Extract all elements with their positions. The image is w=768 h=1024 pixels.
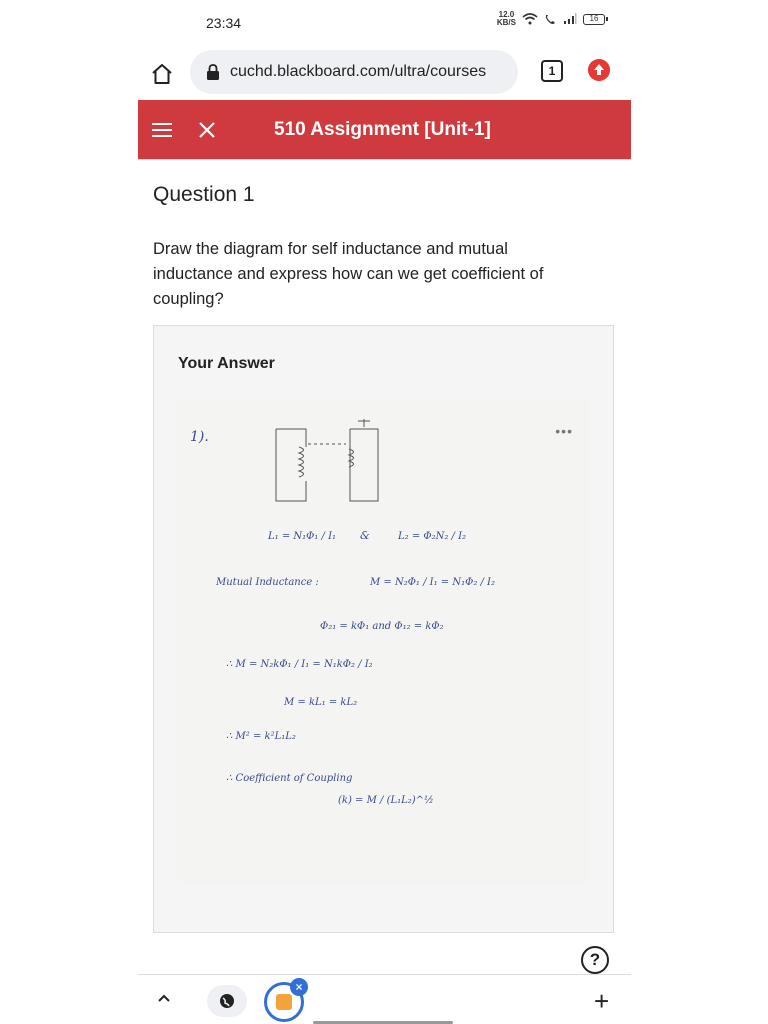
equation-m-squared: ∴ M² = k²L₁L₂ <box>226 731 296 742</box>
help-icon[interactable]: ? <box>581 946 609 974</box>
equation-m-k: ∴ M = N₂kΦ₁ / I₁ = N₁kΦ₂ / I₂ <box>226 659 373 670</box>
question-title: Question 1 <box>153 183 255 206</box>
upload-icon[interactable] <box>588 59 610 81</box>
plus-icon[interactable]: + <box>594 986 610 1016</box>
page-title: 510 Assignment [Unit-1] <box>274 119 491 140</box>
coupling-label: ∴ Coefficient of Coupling <box>226 773 353 784</box>
globe-icon <box>207 985 247 1017</box>
lock-icon <box>206 64 220 80</box>
app-icon-inner <box>276 994 292 1010</box>
ampersand: & <box>360 529 370 542</box>
equation-phi: Φ₂₁ = kΦ₁ and Φ₁₂ = kΦ₂ <box>320 621 444 632</box>
battery-icon: 16 <box>583 14 605 25</box>
url-text: cuchd.blackboard.com/ultra/courses <box>230 63 487 80</box>
coupling-equation: (k) = M / (L₁L₂)^½ <box>338 795 434 806</box>
divider <box>138 159 631 160</box>
call-icon <box>544 13 557 25</box>
net-speed <box>497 11 516 27</box>
status-indicators <box>497 11 605 27</box>
signal-icon <box>563 13 577 25</box>
circuit-diagram <box>276 419 378 501</box>
close-badge-icon[interactable]: × <box>290 978 308 996</box>
globe-button[interactable] <box>207 985 247 1017</box>
status-bar <box>138 0 631 46</box>
more-options-icon[interactable]: ••• <box>555 423 573 439</box>
net-speed-value: 12.0 <box>498 10 515 19</box>
bottom-nav <box>138 976 631 1024</box>
equation-m-kl: M = kL₁ = kL₂ <box>284 697 358 708</box>
home-icon[interactable] <box>150 62 174 86</box>
chevron-up-icon[interactable] <box>156 990 172 1006</box>
answer-number: 1). <box>190 429 209 445</box>
answer-box <box>153 325 614 933</box>
divider <box>138 974 631 975</box>
mutual-label: Mutual Inductance : <box>216 577 319 588</box>
menu-icon[interactable] <box>152 122 172 138</box>
equation-l2: L₂ = Φ₂N₂ / I₂ <box>398 531 467 542</box>
close-icon[interactable] <box>198 121 216 139</box>
handwritten-answer <box>178 399 589 885</box>
net-speed-unit: KB/S <box>496 18 516 27</box>
equation-m: M = N₂Φ₁ / I₁ = N₁Φ₂ / I₂ <box>370 577 496 588</box>
answer-image[interactable] <box>178 399 589 885</box>
address-bar[interactable] <box>190 50 518 94</box>
browser-toolbar <box>138 48 631 96</box>
wifi-icon <box>522 13 538 25</box>
equation-l1: L₁ = N₁Φ₁ / I₁ <box>268 531 337 542</box>
tabs-icon[interactable]: 1 <box>541 60 563 82</box>
answer-label: Your Answer <box>178 355 275 372</box>
course-header <box>138 100 631 159</box>
status-time: 23:34 <box>206 15 242 31</box>
phone-screen <box>138 0 631 1024</box>
question-text: Draw the diagram for self inductance and mutual inductance and express how can we get coefficient of coupling? <box>153 240 544 308</box>
